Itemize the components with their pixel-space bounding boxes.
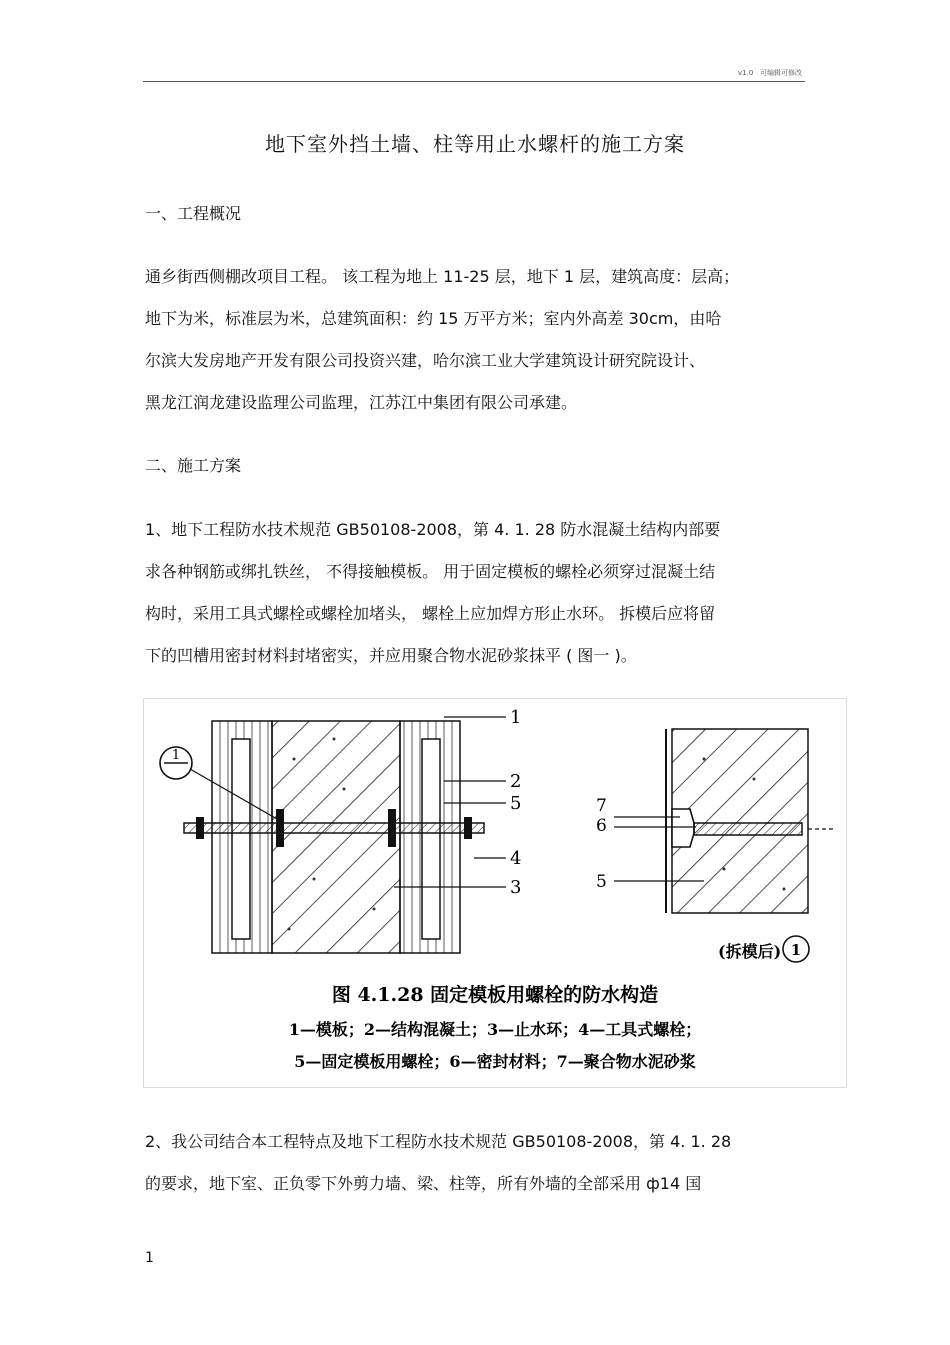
callout-marker: 1 <box>171 748 181 763</box>
label-1: 1 <box>510 707 522 728</box>
overview-line-1: 通乡街西侧棚改项目工程。 该工程为地上 11-25 层，地下 1 层，建筑高度：层高； <box>145 267 740 286</box>
item1-line-3: 构时，采用工具式螺栓或螺栓加堵头， 螺栓上应加焊方形止水环。 拆模后应将留 <box>145 604 716 623</box>
label-3: 3 <box>510 877 522 898</box>
detail-label: (拆模后) <box>718 942 782 961</box>
overview-line-3: 尔滨大发房地产开发有限公司投资兴建，哈尔滨工业大学建筑设计研究院设计、 <box>145 351 706 370</box>
label-2: 2 <box>510 771 522 792</box>
label-4: 4 <box>510 848 522 869</box>
label-6: 6 <box>596 816 607 836</box>
overview-line-4: 黑龙江润龙建设监理公司监理，江苏江中集团有限公司承建。 <box>145 393 578 412</box>
item1-line-2: 求各种钢筋或绑扎铁丝， 不得接触模板。 用于固定模板的螺栓必须穿过混凝土结 <box>145 562 716 581</box>
item1-line-4: 下的凹槽用密封材料封堵密实，并应用聚合物水泥砂浆抹平 ( 图一 )。 <box>145 646 637 665</box>
section-drawing <box>160 707 521 953</box>
item2-line-2: 的要求，地下室、正负零下外剪力墙、梁、柱等，所有外墙的全部采用 ф14 国 <box>145 1174 702 1193</box>
figure-legend-line-2: 5—固定模板用螺栓；6—密封材料；7—聚合物水泥砂浆 <box>294 1052 696 1071</box>
section-heading-overview: 一、工程概况 <box>145 204 242 223</box>
detail-drawing <box>596 729 834 962</box>
label-5: 5 <box>510 793 522 814</box>
section-heading-plan: 二、施工方案 <box>145 456 242 475</box>
detail-marker: 1 <box>790 941 802 959</box>
item2-line-1: 2、我公司结合本工程特点及地下工程防水技术规范 GB50108-2008，第 4. 1. 28 <box>145 1132 732 1151</box>
header-version-note: v1.0 可编辑可修改 <box>738 69 802 77</box>
page-number: 1 <box>145 1250 154 1266</box>
item1-line-1: 1、地下工程防水技术规范 GB50108-2008，第 4. 1. 28 防水混凝土结构内部要 <box>145 520 721 539</box>
figure-bolt-waterproofing <box>143 698 847 1088</box>
header-rule <box>143 81 805 82</box>
page-title: 地下室外挡土墙、柱等用止水螺杆的施工方案 <box>265 132 685 156</box>
label-7: 7 <box>596 796 607 816</box>
figure-caption: 图 4.1.28 固定模板用螺栓的防水构造 <box>331 984 659 1006</box>
overview-line-2: 地下为米，标准层为米，总建筑面积：约 15 万平方米；室内外高差 30cm，由哈 <box>145 309 722 328</box>
label-5-detail: 5 <box>596 872 607 892</box>
figure-legend-line-1: 1—模板；2—结构混凝土；3—止水环；4—工具式螺栓； <box>288 1020 702 1039</box>
